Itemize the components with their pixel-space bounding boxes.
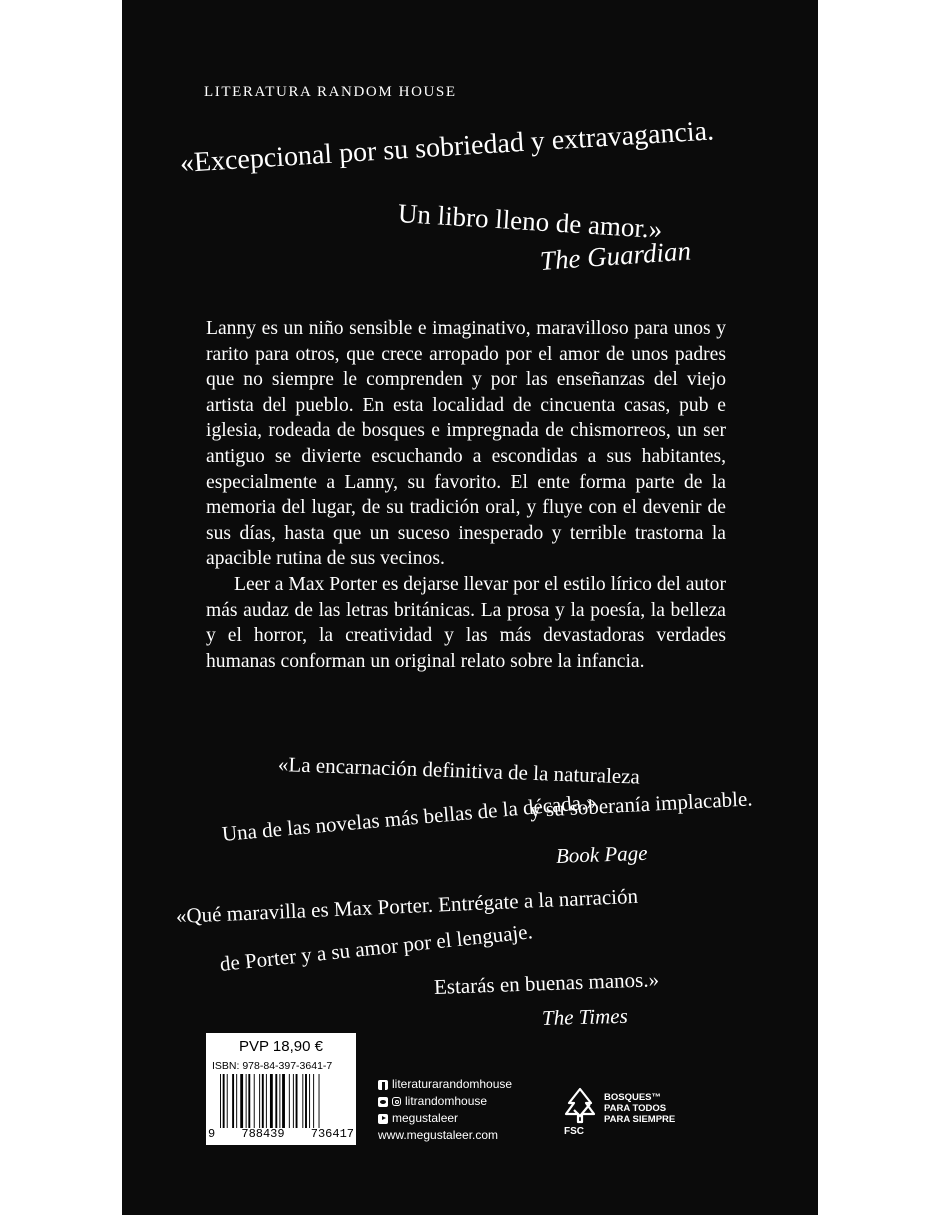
quote2-line2: y su soberanía implacable. (529, 786, 754, 822)
quote3-line2: de Porter y a su amor por el lenguaje. (218, 919, 534, 976)
publisher-name: LITERATURA RANDOM HOUSE (204, 84, 457, 100)
fsc-slogan-line1: BOSQUES™ (604, 1092, 662, 1103)
social-links (378, 1076, 512, 1144)
fsc-slogan-line2: PARA TODOS (604, 1103, 667, 1114)
quote3-line1: «Qué maravilla es Max Porter. Entrégate a la narración (175, 883, 639, 928)
social-twitter-instagram[interactable] (378, 1093, 512, 1110)
instagram-icon (392, 1097, 401, 1106)
barcode-bars (220, 1074, 350, 1128)
barcode-digits-right: 736417 (310, 1127, 354, 1141)
quote1-line2: Un libro lleno de amor.» (397, 198, 664, 245)
barcode-label (206, 1033, 356, 1145)
youtube-handle: megustaleer (392, 1111, 459, 1125)
barcode-digits (208, 1127, 354, 1141)
fsc-slogan (604, 1092, 675, 1125)
twitter-instagram-handle: litrandomhouse (405, 1094, 488, 1108)
fsc-tree-icon (560, 1086, 600, 1126)
fsc-label: FSC (564, 1126, 584, 1137)
barcode-digits-left: 788439 (241, 1127, 285, 1141)
website-url: www.megustaleer.com (378, 1128, 499, 1142)
synopsis (206, 316, 726, 674)
quote2-line1: «La encarnación definitiva de la naturaleza (277, 752, 641, 789)
synopsis-paragraph-2: Leer a Max Porter es dejarse llevar por el estilo lírico del autor más audaz de las letras británicas. La prosa y la poesía, la belleza y el horror, la creatividad y las más devastadoras verdades humanas conforman un original relato sobre la infancia. (206, 573, 726, 672)
quote1-line1: «Excepcional por su sobriedad y extravagancia. (179, 115, 715, 179)
barcode-digit-prefix: 9 (208, 1127, 216, 1141)
quote3-source: The Times (541, 1003, 629, 1030)
youtube-icon (378, 1114, 388, 1124)
fsc-logo (560, 1086, 710, 1146)
facebook-icon (378, 1080, 388, 1090)
quote1-source: The Guardian (538, 235, 692, 276)
synopsis-paragraph-1: Lanny es un niño sensible e imaginativo, maravilloso para unos y rarito para otros, que crece arropado por el amor de unos padres que no siempre le comprenden y por las enseñanzas del viejo artista del pueblo. En esta localidad de cincuenta casas, pub e iglesia, rodeada de bosques e impregnada de chismorreos, un ser antiguo se divierte escuchando a escondidas a sus habitantes, especialmente a Lanny, su favorito. El ente forma parte de la memoria del lugar, de su tradición oral, y fluye con el devenir de sus días, hasta que un suceso inesperado y terrible trastorna la apacible rutina de sus vecinos. (206, 318, 726, 570)
quote2-source: Book Page (555, 840, 648, 868)
fsc-slogan-line3: PARA SIEMPRE (604, 1114, 676, 1125)
twitter-icon (378, 1097, 388, 1107)
quote3-line3: Estarás en buenas manos.» (433, 967, 660, 999)
isbn: ISBN: 978-84-397-3641-7 (212, 1060, 333, 1072)
social-facebook[interactable] (378, 1076, 512, 1093)
website-link[interactable] (378, 1127, 512, 1144)
facebook-handle: literaturarandomhouse (392, 1077, 513, 1091)
price: PVP 18,90 € (239, 1038, 323, 1055)
back-cover (122, 0, 818, 1215)
social-youtube[interactable] (378, 1110, 512, 1127)
quote2-line3: Una de las novelas más bellas de la década.» (220, 789, 598, 846)
